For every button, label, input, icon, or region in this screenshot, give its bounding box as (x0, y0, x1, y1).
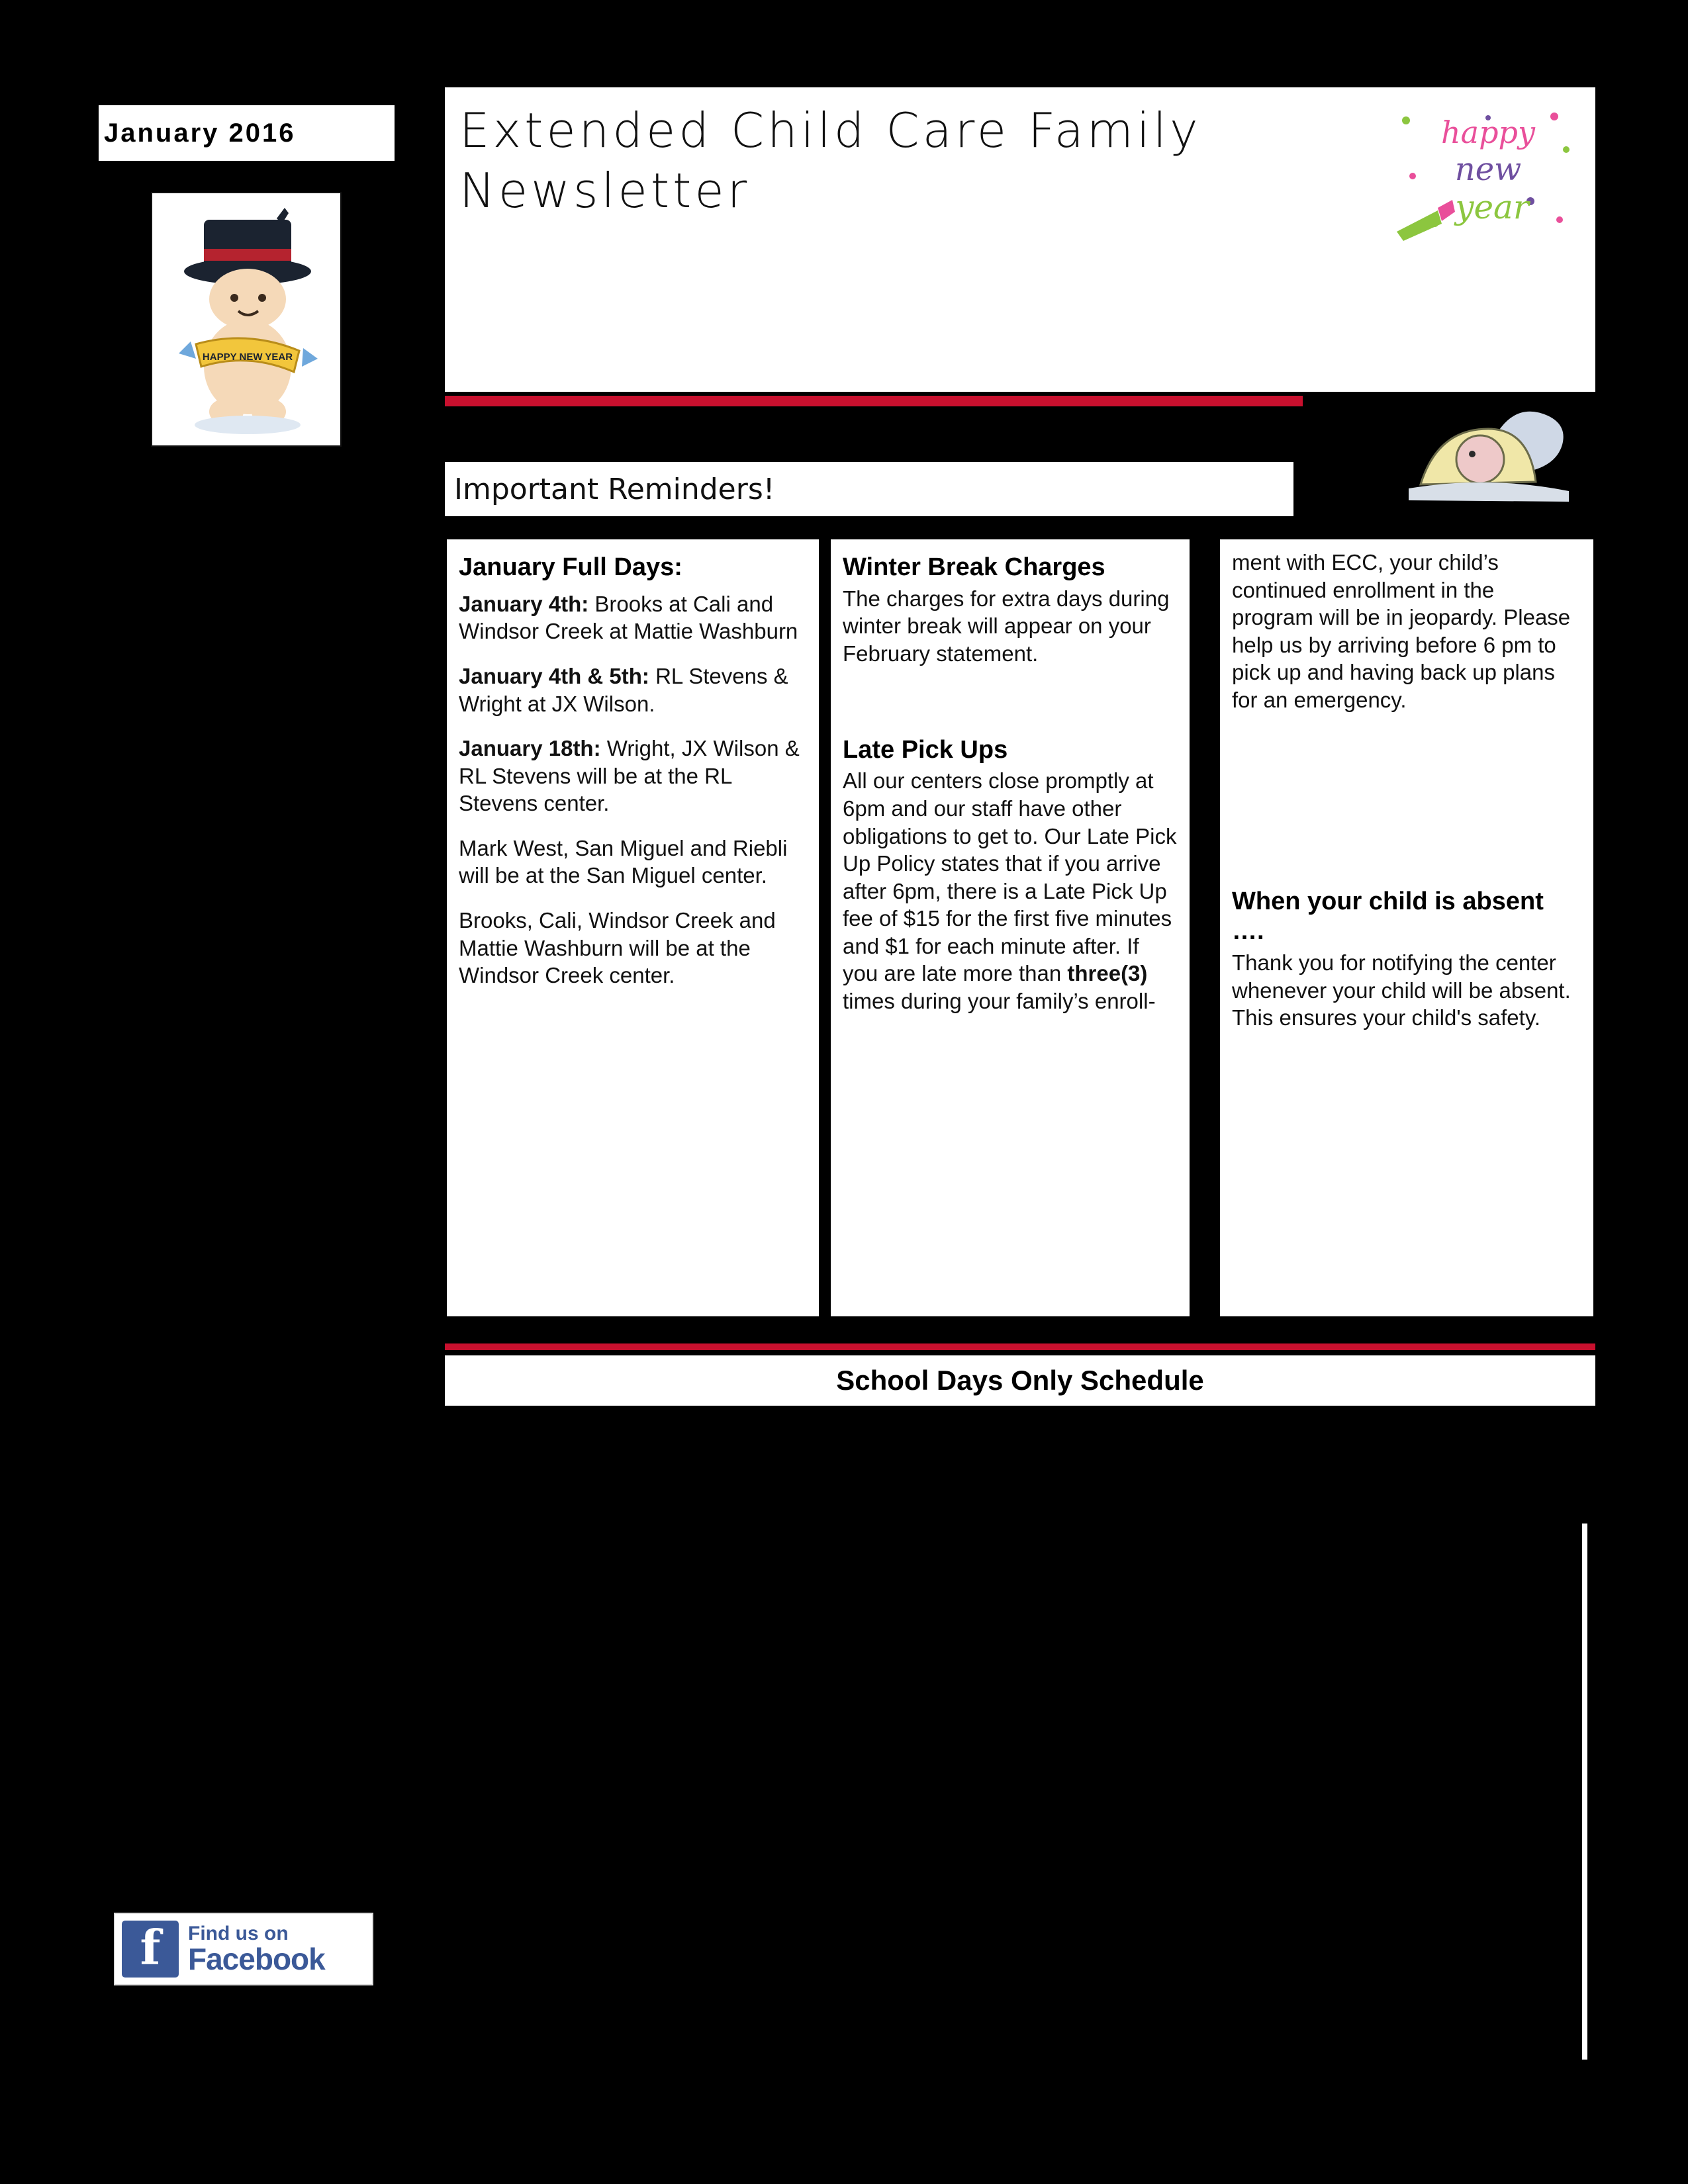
happy-new-year-art (1389, 102, 1581, 248)
right-vertical-rule (1582, 1524, 1587, 2060)
bird-clipart (1406, 388, 1571, 504)
full-day-item (459, 662, 807, 717)
winter-break-charges-heading: Winter Break Charges (843, 553, 1105, 581)
full-day-item-text: Wright, JX Wilson & RL Stevens will be at the RL Stevens center. (459, 736, 800, 816)
child-absent-heading: When your child is absent …. (1232, 887, 1544, 946)
svg-text:new: new (1454, 151, 1522, 188)
full-day-item (459, 907, 807, 989)
child-absent-body: Thank you for notifying the center whenever your child will be absent. This ensures your child's safety. (1232, 950, 1571, 1030)
column-january-full-days (445, 537, 821, 1318)
important-reminders-label: Important Reminders! (454, 472, 775, 506)
svg-text:happy: happy (1441, 114, 1535, 150)
column-continuation-and-absence (1218, 537, 1595, 1318)
late-pick-ups-body-part1: All our centers close promptly at 6pm and our staff have other obligations to get to. Our Late Pick Up Policy states that if you arrive after 6pm, there is a Late Pick Up fee of $15 for the first five minutes and $1 for each minute after. If you are late more than (843, 768, 1177, 986)
new-year-baby-image (151, 192, 342, 447)
facebook-badge-line2: Facebook (188, 1942, 325, 1976)
late-pick-ups-heading: Late Pick Ups (843, 735, 1008, 764)
section-divider (445, 1343, 1595, 1350)
full-day-item-label: January 4th: (459, 591, 589, 616)
full-day-item-text: Mark West, San Miguel and Riebli will be at the San Miguel center. (459, 835, 788, 888)
masthead-divider (445, 396, 1303, 406)
facebook-icon: f (122, 1921, 179, 1978)
winter-break-charges-body: The charges for extra days during winter break will appear on your February statement. (843, 586, 1170, 666)
full-day-item (459, 735, 807, 817)
svg-text:year: year (1455, 188, 1529, 226)
full-day-item-label: January 18th: (459, 736, 601, 761)
late-pick-ups-body-part2: times during your family’s enroll- (843, 989, 1156, 1014)
full-day-item-text: Brooks at Cali and Windsor Creek at Mattie Washburn (459, 591, 798, 644)
january-full-days-heading: January Full Days: (459, 553, 682, 581)
late-pick-ups-emphasis: three(3) (1067, 961, 1148, 986)
full-day-item-label: January 4th & 5th: (459, 663, 649, 688)
column-spacer (843, 685, 1178, 731)
full-day-item (459, 590, 807, 645)
full-day-item-text: Brooks, Cali, Windsor Creek and Mattie Washburn will be at the Windsor Creek center. (459, 908, 776, 988)
masthead (445, 87, 1595, 392)
page-title: Extended Child Care Family Newsletter (459, 103, 1201, 218)
late-pick-ups-continuation: ment with ECC, your child’s continued enrollment in the program will be in jeopardy. Please help us by arriving before 6 pm to pick up and having back up plans for an emergency. (1232, 550, 1571, 712)
late-pick-ups-body (843, 767, 1178, 1015)
important-reminders-banner (445, 462, 1293, 516)
full-day-item-text: RL Stevens & Wright at JX Wilson. (459, 663, 788, 716)
issue-date-badge (96, 103, 397, 163)
svg-text:HAPPY NEW YEAR: HAPPY NEW YEAR (202, 351, 293, 363)
facebook-badge[interactable] (114, 1913, 373, 1985)
full-day-item (459, 835, 807, 889)
facebook-badge-text (179, 1924, 325, 1974)
school-days-schedule-banner (445, 1355, 1595, 1406)
column-winter-break-and-late-pickups (829, 537, 1192, 1318)
issue-date-label: January 2016 (104, 118, 296, 148)
school-days-schedule-label: School Days Only Schedule (836, 1365, 1204, 1396)
facebook-badge-line1: Find us on (188, 1923, 289, 1944)
column-spacer (1232, 731, 1581, 883)
